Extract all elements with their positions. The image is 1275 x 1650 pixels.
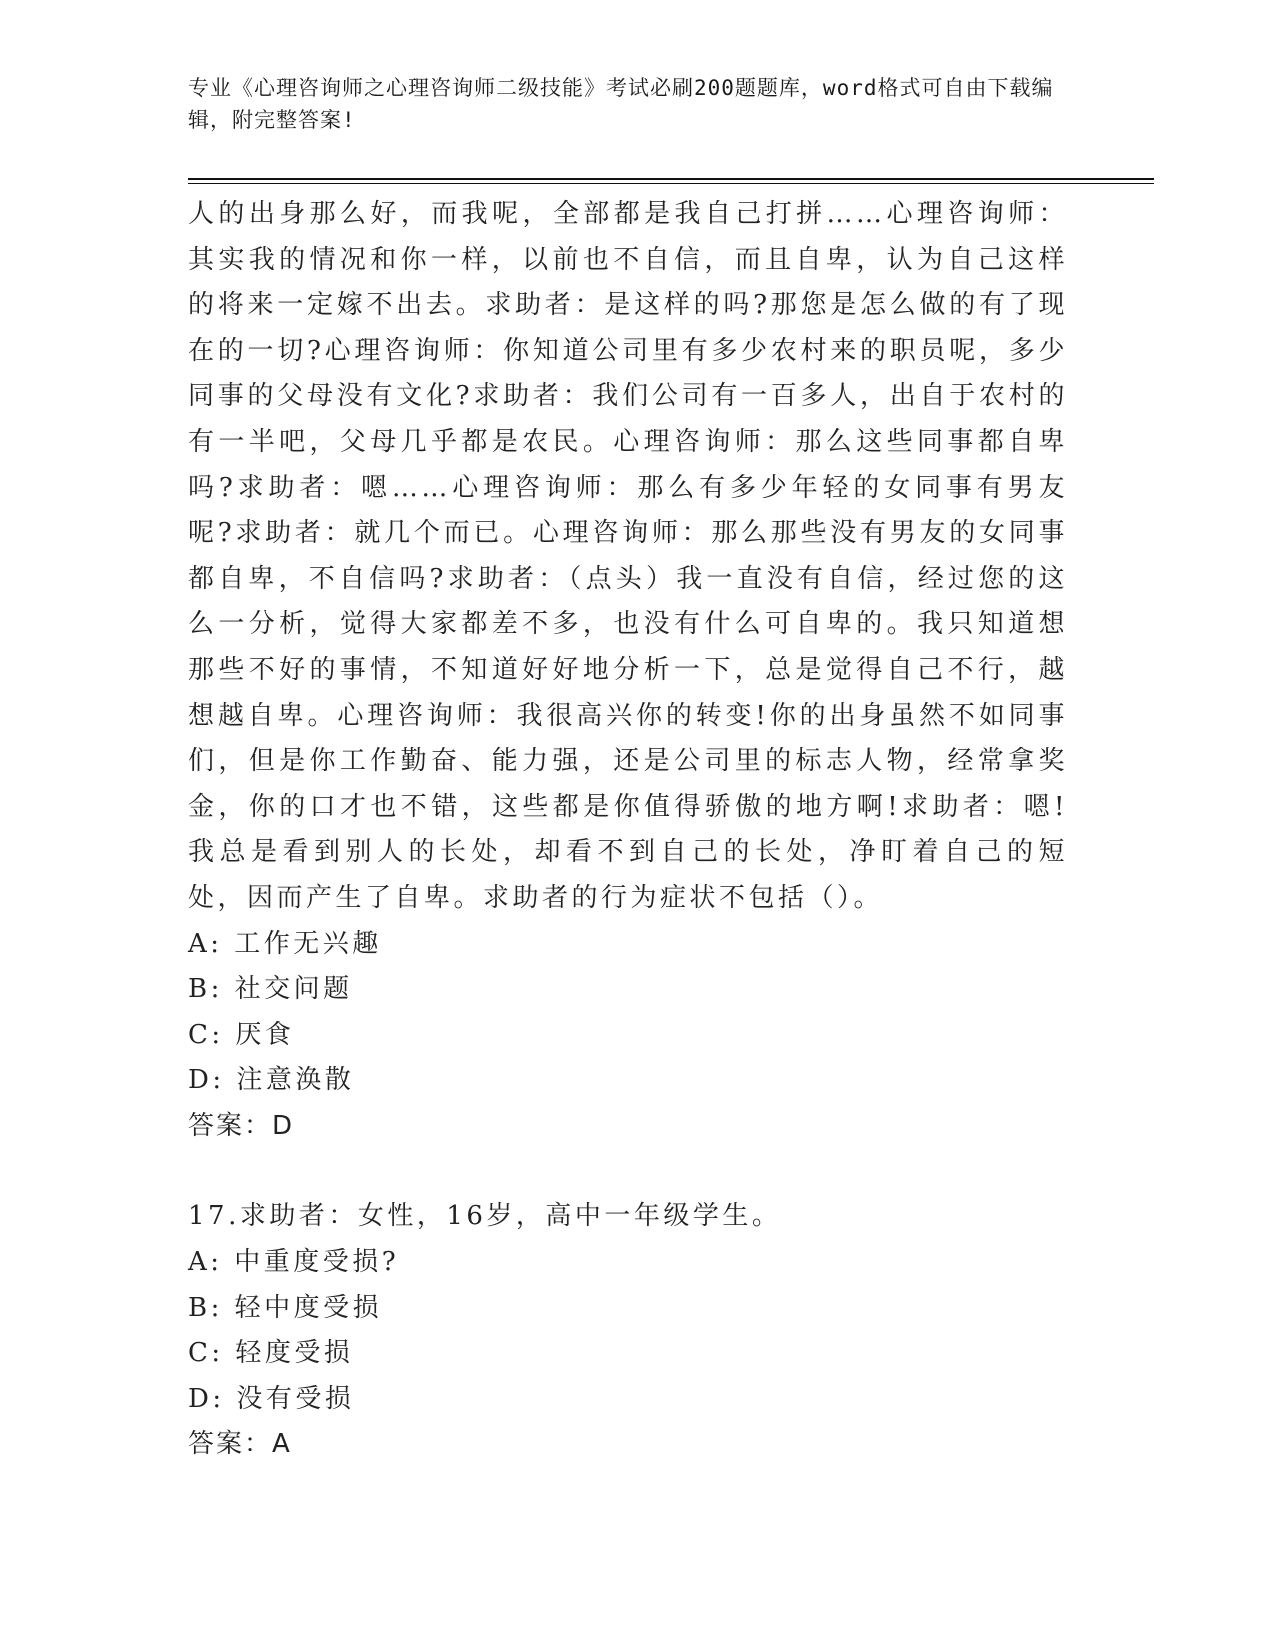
question-stem: 17.求助者：女性，16岁，高中一年级学生。 bbox=[188, 1201, 782, 1232]
document-header: 专业《心理咨询师之心理咨询师二级技能》考试必刷200题题库，word格式可自由下载编辑，附完整答案! bbox=[188, 76, 1054, 132]
header-rule-thick bbox=[188, 178, 1154, 180]
answer-line: 答案：A bbox=[188, 1429, 292, 1460]
question-stem: 人的出身那么好，而我呢，全部都是我自己打拼……心理咨询师：其实我的情况和你一样，以前也不自信，而且自卑，认为自己这样的将来一定嫁不出去。求助者：是这样的吗?那您是怎么做的有了现在的一切?心理咨询师：你知道公司里有多少农村来的职员呢，多少同事的父母没有文化?求助者：我们公司有一百多人，出自于农村的有一半吧，父母几乎都是农民。心理咨询师：那么这些同事都自卑吗?求助者：嗯……心理咨询师：那么有多少年轻的女同事有男友呢?求助者：就几个而已。心理咨询师：那么那些没有男友的女同事都自卑，不自信吗?求助者：（点头）我一直没有自信，经过您的这么一分析，觉得大家都差不多，也没有什么可自卑的。我只知道想那些不好的事情，不知道好好地分析一下，总是觉得自己不行，越想越自卑。心理咨询师：我很高兴你的转变!你的出身虽然不如同事们，但是你工作勤奋、能力强，还是公司里的标志人物，经常拿奖金，你的口才也不错，这些都是你值得骄傲的地方啊!求助者：嗯!我总是看到别人的长处，却看不到自己的长处，净盯着自己的短处，因而产生了自卑。求助者的行为症状不包括（）。 bbox=[188, 199, 1068, 913]
header-rule-thin bbox=[188, 183, 1154, 184]
option-c: C: 轻度受损 bbox=[188, 1338, 354, 1369]
document-body bbox=[188, 192, 1068, 1468]
option-c: C: 厌食 bbox=[188, 1019, 295, 1050]
question-16 bbox=[188, 192, 1068, 1149]
option-b: B: 社交问题 bbox=[188, 974, 353, 1005]
option-a: A: 工作无兴趣 bbox=[188, 928, 382, 959]
answer-line: 答案：D bbox=[188, 1110, 295, 1141]
option-a: A: 中重度受损? bbox=[188, 1247, 400, 1278]
option-b: B: 轻中度受损 bbox=[188, 1292, 383, 1323]
question-gap bbox=[188, 1149, 1068, 1194]
option-d: D: 没有受损 bbox=[188, 1383, 355, 1414]
question-17 bbox=[188, 1194, 1068, 1468]
option-d: D: 注意涣散 bbox=[188, 1065, 355, 1096]
